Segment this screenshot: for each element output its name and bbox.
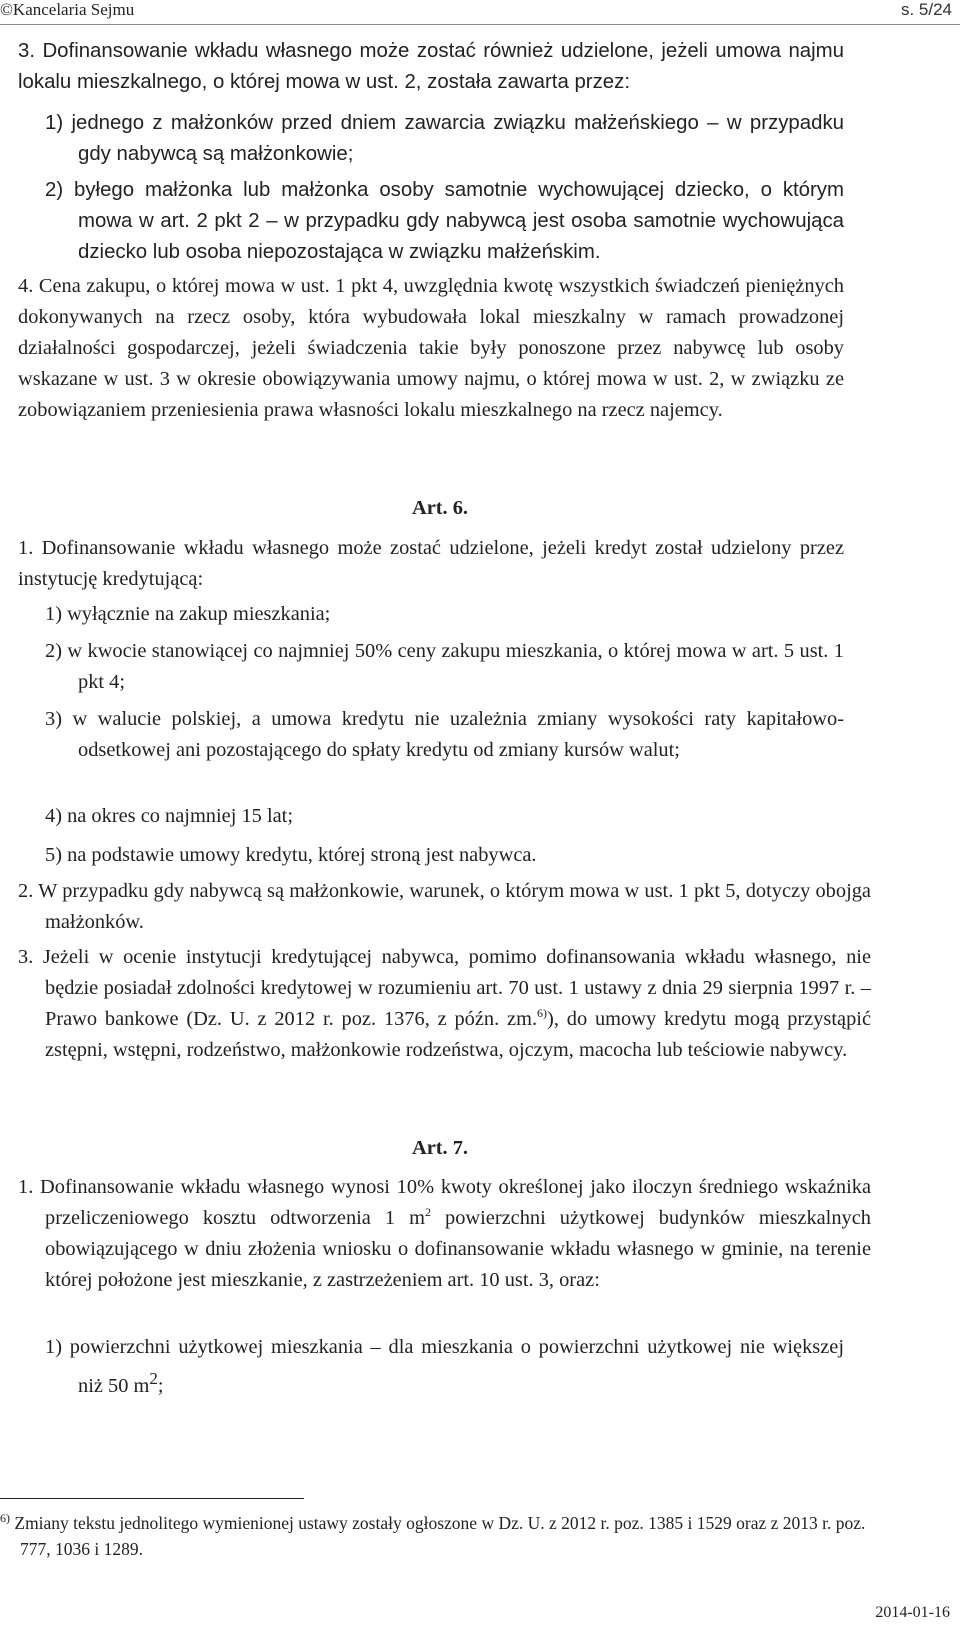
footnote-reference[interactable]: 6) — [537, 1006, 548, 1021]
list-item: 1) jednego z małżonków przed dniem zawarcia związku małżeńskiego – w przypadku gdy nabywcą są małżonkowie; — [45, 112, 844, 165]
list-item: 2) w kwocie stanowiącej co najmniej 50% ceny zakupu mieszkania, o której mowa w art. 5 ust. 1 pkt 4; — [45, 640, 844, 693]
paragraph-5-4: 4. Cena zakupu, o której mowa w ust. 1 pkt 4, uwzględnia kwotę wszystkich świadczeń pieniężnych dokonywanych na rzecz osoby, która wybudowała lokal mieszkalny w ramach prowadzonej działalności gospodarczej, jeżeli świadczenia takie były ponoszone przez nabywcę lub osoby wskazane w ust. 3 w okresie obowiązywania umowy najmu, o której mowa w ust. 2, w związku ze zobowiązaniem przeniesienia prawa własności lokalu mieszkalnego na rzecz najemcy. — [18, 275, 844, 421]
document-date: 2014-01-16 — [875, 1604, 950, 1621]
list-item: 2) byłego małżonka lub małżonka osoby samotnie wychowującej dziecko, o którym mowa w art. 2 pkt 2 – w przypadku gdy nabywcą jest osoba samotnie wychowująca dziecko lub osoba niepozostająca w związku małżeńskim. — [45, 179, 844, 263]
list-item: 5) na podstawie umowy kredytu, której stroną jest nabywca. — [45, 844, 537, 866]
paragraph-6-3: 3. Jeżeli w ocenie instytucji kredytującej nabywca, pomimo dofinansowania wkładu własnego, nie będzie posiadał zdolności kredytowej w rozumieniu art. 70 ust. 1 ustawy z dnia 29 sierpnia 1997 r. – Prawo bankowe (Dz. U. z 2012 r. poz. 1376, z późn. zm.$^{6)}$), do umowy kredytu mogą przystąpić zstępni, wstępni, rodzeństwo, małżonkowie rodzeństwa, ojczym, macocha lub teściowie nabywcy. — [18, 946, 871, 1061]
list-item: 1) powierzchni użytkowej mieszkania – dla mieszkania o powierzchni użytkowej nie większej niż 50 $m^2$; — [45, 1336, 844, 1397]
list-item: 1) wyłącznie na zakup mieszkania; — [45, 603, 331, 625]
header-divider — [0, 24, 960, 25]
footnote: $^{6)}$ Zmiany tekstu jednolitego wymienionej ustawy zostały ogłoszone w Dz. U. z 2012 r. poz. 1385 i 1529 oraz z 2013 r. poz. 777, 1036 i 1289. — [0, 1511, 866, 1559]
page-number: s. 5/24 — [900, 0, 952, 19]
list-item: 4) na okres co najmniej 15 lat; — [45, 805, 294, 827]
list-item: 3) w walucie polskiej, a umowa kredytu nie uzależnia zmiany wysokości raty kapitałowo-odsetkowej ani pozostającego do spłaty kredytu od zmiany kursów walut; — [45, 708, 844, 761]
paragraph-7-1: 1. Dofinansowanie wkładu własnego wynosi 10% kwoty określonej jako iloczyn średniego wskaźnika przeliczeniowego kosztu odtworzenia 1 $m^2$ powierzchni użytkowej budynków mieszkalnych obowiązującego w dniu złożenia wniosku o dofinansowanie wkładu własnego w gminie, na terenie której położone jest mieszkanie, z zastrzeżeniem art. 10 ust. 3, oraz: — [18, 1176, 871, 1291]
paragraph-6-2: 2. W przypadku gdy nabywcą są małżonkowie, warunek, o którym mowa w ust. 1 pkt 5, dotyczy obojga małżonków. — [18, 880, 871, 933]
footnote-divider — [0, 1498, 304, 1499]
paragraph-6-1: 1. Dofinansowanie wkładu własnego może zostać udzielone, jeżeli kredyt został udzielony przez instytucję kredytującą: — [18, 537, 844, 590]
article-7-title: Art. 7. — [411, 1137, 469, 1159]
copyright-header: ©Kancelaria Sejmu — [0, 0, 135, 19]
paragraph-5-3: 3. Dofinansowanie wkładu własnego może zostać również udzielone, jeżeli umowa najmu lokalu mieszkalnego, o której mowa w ust. 2, została zawarta przez: — [18, 40, 844, 93]
footnote-marker: 6) — [0, 1511, 10, 1526]
article-6-title: Art. 6. — [411, 497, 469, 519]
